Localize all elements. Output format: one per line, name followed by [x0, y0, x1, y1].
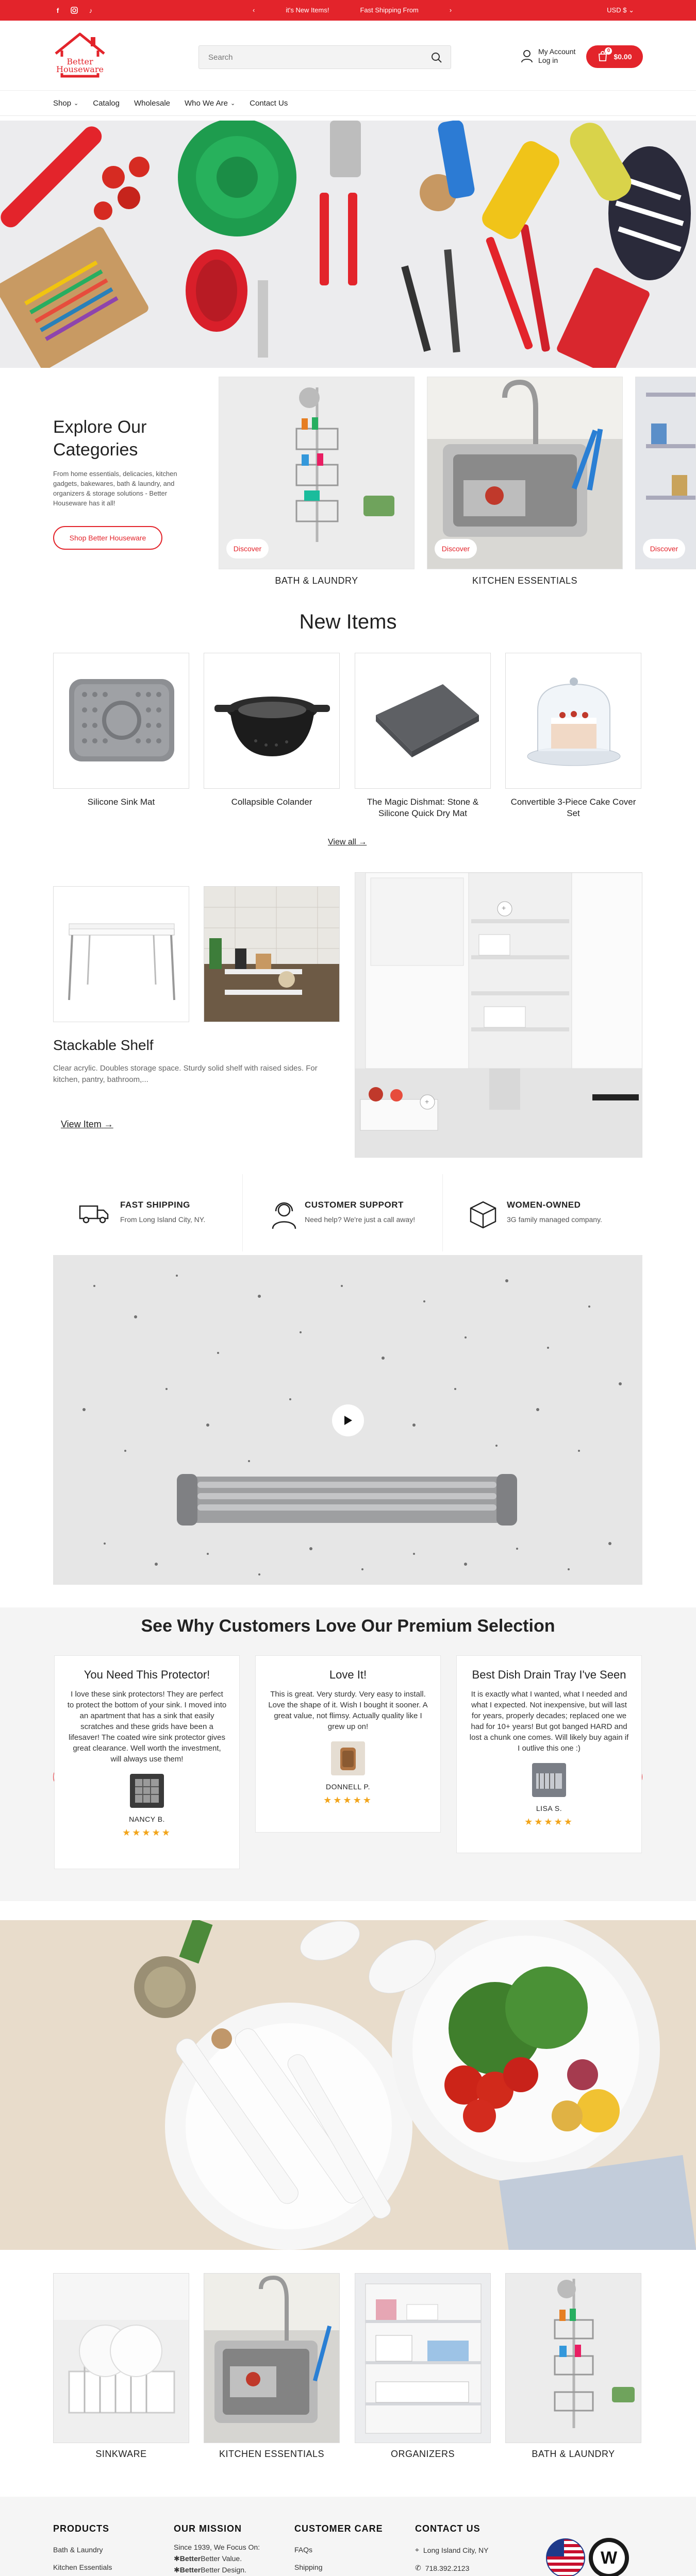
- featured-thumb-kitchen[interactable]: [204, 886, 340, 1022]
- product-image-cake-cover-set[interactable]: [505, 653, 641, 789]
- rating-stars: ★★★★★: [323, 1795, 373, 1805]
- testimonial-author: NANCY B.: [129, 1815, 165, 1823]
- box-icon: [469, 1200, 498, 1229]
- product-name-magic-dishmat[interactable]: The Magic Dishmat: Stone & Silicone Quick Dry Mat: [367, 797, 479, 818]
- chevron-down-icon: ⌄: [628, 6, 634, 14]
- testimonial-product-image: [130, 1774, 164, 1808]
- shop-better-houseware-button[interactable]: Shop Better Houseware: [53, 526, 162, 550]
- testimonial-author: DONNELL P.: [326, 1783, 370, 1791]
- women-owned-badge: [589, 2538, 629, 2576]
- footer-link[interactable]: Bath & Laundry: [53, 2546, 103, 2554]
- testimonial-heading: Love It!: [329, 1668, 367, 1681]
- chevron-down-icon: ⌄: [230, 100, 236, 107]
- feature-customer-support: CUSTOMER SUPPORT Need help? We're just a call away!: [243, 1174, 443, 1251]
- hotspot-plus-icon[interactable]: +: [502, 904, 506, 912]
- facebook-icon[interactable]: f: [56, 6, 59, 14]
- nav-wholesale[interactable]: Wholesale: [134, 99, 171, 108]
- play-icon: [343, 1415, 353, 1426]
- bottom-category-label[interactable]: BATH & LAUNDRY: [532, 2449, 615, 2459]
- category-label-bath-laundry[interactable]: BATH & LAUNDRY: [275, 575, 358, 586]
- product-name-silicone-sink-mat[interactable]: Silicone Sink Mat: [87, 797, 155, 807]
- tiktok-icon[interactable]: ♪: [89, 6, 93, 14]
- logo-text-better: Better: [67, 57, 93, 66]
- rating-stars: ★★★★★: [122, 1827, 172, 1838]
- account-link[interactable]: [521, 47, 575, 65]
- category-card-bath-laundry[interactable]: [219, 377, 415, 569]
- site-footer: [0, 2497, 696, 2576]
- testimonial-text: I love these sink protectors! They are perfect to protect the bottom of your sink. I moved into an apartment that has a sink that easily scratches and these grids have been a lifesaver! The coated wire sink protector gives great clearance. Well worth the investment, will always use them!: [67, 1690, 227, 1764]
- truck-icon: [79, 1203, 110, 1224]
- discover-button-kitchen-essentials[interactable]: Discover: [435, 539, 477, 558]
- testimonial-heading: You Need This Protector!: [84, 1668, 210, 1681]
- user-icon: [521, 49, 533, 63]
- footer-link[interactable]: Kitchen Essentials: [53, 2563, 112, 2571]
- new-items-title: New Items: [299, 611, 397, 633]
- arrow-right-icon: →: [104, 1119, 113, 1129]
- women-owned-badge-letter: W: [593, 2542, 625, 2574]
- hero-banner-image[interactable]: [0, 121, 696, 368]
- prev-message-icon[interactable]: ‹: [253, 6, 255, 14]
- testimonial-card: [255, 1655, 441, 1833]
- chevron-down-icon: ⌄: [74, 100, 79, 107]
- featured-thumb-shelf[interactable]: [53, 886, 189, 1022]
- features-row: [53, 1174, 642, 1251]
- testimonials-title: See Why Customers Love Our Premium Selection: [141, 1616, 555, 1636]
- category-card-partial[interactable]: [635, 377, 696, 569]
- lifestyle-banner-image: [0, 1920, 696, 2250]
- testimonial-text: It is exactly what I wanted, what I needed and what I expected. Not inexpensive, but will last for years, properly decades; replaced one we had for 10+ years! But got banged HARD and lost a chunk one comes. Will likely buy again if I outlive this one :): [469, 1690, 629, 1753]
- bottom-category-label[interactable]: ORGANIZERS: [390, 2449, 455, 2459]
- contact-phone[interactable]: 718.392.2123: [425, 2564, 470, 2572]
- testimonial-product-image: [532, 1763, 566, 1797]
- testimonial-card: [54, 1655, 240, 1869]
- testimonial-text: This is great. Very sturdy. Very easy to install. Love the shape of it. Wish I bought it sooner. A great value, not flimsy. Actually quality like I grew up on!: [268, 1690, 428, 1731]
- footer-products: PRODUCTS Bath & Laundry Kitchen Essentials: [53, 2523, 112, 2571]
- product-name-collapsible-colander[interactable]: Collapsible Colander: [231, 797, 312, 807]
- feature-women-owned: WOMEN-OWNED 3G family managed company.: [443, 1174, 642, 1251]
- location-pin-icon: ⌖: [415, 2546, 419, 2554]
- next-message-icon[interactable]: ›: [449, 6, 452, 14]
- bottom-category-sinkware[interactable]: [53, 2273, 189, 2443]
- product-video[interactable]: [53, 1255, 642, 1585]
- explore-categories-title: Explore Our Categories: [53, 417, 147, 460]
- announcement-message-2: Fast Shipping From: [360, 6, 419, 14]
- view-all-link[interactable]: View all →: [328, 838, 367, 846]
- site-logo[interactable]: [52, 30, 108, 81]
- contact-location: Long Island City, NY: [423, 2546, 489, 2554]
- nav-who-we-are[interactable]: Who We Are ⌄: [185, 99, 236, 108]
- bottom-category-bath-laundry[interactable]: [505, 2273, 641, 2443]
- discover-button-bath-laundry[interactable]: Discover: [226, 539, 269, 558]
- account-label: My Account: [538, 47, 576, 56]
- featured-lifestyle-image[interactable]: [355, 872, 642, 1158]
- currency-selector[interactable]: USD $ ⌄: [607, 6, 634, 14]
- arrow-right-icon: →: [358, 838, 367, 846]
- testimonial-card: [456, 1655, 642, 1853]
- nav-contact-us[interactable]: Contact Us: [250, 99, 288, 108]
- featured-product-text: Clear acrylic. Doubles storage space. Sturdy solid shelf with raised sides. For kitchen, pantry, bathroom,...: [53, 1064, 318, 1084]
- search-placeholder: Search: [208, 53, 233, 62]
- testimonial-heading: Best Dish Drain Tray I've Seen: [472, 1668, 626, 1681]
- cart-total: $0.00: [614, 53, 632, 61]
- cart-icon: [597, 50, 608, 63]
- announcement-message-1: it's New Items!: [286, 6, 329, 14]
- product-image-magic-dishmat[interactable]: [355, 653, 491, 789]
- rating-stars: ★★★★★: [524, 1817, 574, 1827]
- phone-icon: ✆: [415, 2564, 421, 2572]
- footer-mission: OUR MISSION Since 1939, We Focus On: ✱BetterBetter Value. ✱BetterBetter Design.: [174, 2523, 260, 2574]
- featured-product-title: Stackable Shelf: [53, 1037, 154, 1053]
- view-item-link[interactable]: View Item →: [61, 1119, 113, 1129]
- instagram-icon[interactable]: [70, 6, 78, 14]
- bottom-category-kitchen-essentials[interactable]: [204, 2273, 340, 2443]
- nav-catalog[interactable]: Catalog: [93, 99, 120, 108]
- search-icon[interactable]: [431, 52, 442, 63]
- discover-button-partial[interactable]: Discover: [643, 539, 685, 558]
- logo-text-houseware: Houseware: [56, 64, 104, 74]
- footer-link[interactable]: Shipping: [294, 2563, 323, 2571]
- footer-link[interactable]: FAQs: [294, 2546, 313, 2554]
- footer-customer-care: CUSTOMER CARE FAQs Shipping: [294, 2523, 383, 2571]
- cart-count-badge: 0: [605, 47, 612, 55]
- cart-button[interactable]: [586, 45, 643, 68]
- mission-intro: Since 1939, We Focus On:: [174, 2543, 260, 2551]
- mission-item: ✱BetterBetter Design.: [174, 2566, 246, 2574]
- site-header: [0, 21, 696, 90]
- bottom-category-label[interactable]: KITCHEN ESSENTIALS: [219, 2449, 325, 2459]
- search-input[interactable]: [198, 45, 451, 69]
- usa-flag-badge: [545, 2538, 586, 2576]
- product-image-collapsible-colander[interactable]: [204, 653, 340, 789]
- footer-contact: CONTACT US ⌖ Long Island City, NY ✆ 718.392.2123: [415, 2523, 489, 2572]
- feature-fast-shipping: FAST SHIPPING From Long Island City, NY.: [53, 1174, 243, 1251]
- nav-shop[interactable]: Shop ⌄: [53, 99, 79, 108]
- login-label: Log in: [538, 56, 558, 64]
- announcement-bar: [0, 0, 696, 21]
- social-links: [54, 6, 95, 14]
- testimonial-product-image: [331, 1741, 365, 1775]
- hotspot-plus-icon[interactable]: +: [425, 1097, 429, 1106]
- headset-icon: [269, 1199, 300, 1230]
- main-nav: [0, 90, 696, 116]
- product-image-silicone-sink-mat[interactable]: [53, 653, 189, 789]
- product-name-cake-cover-set[interactable]: Convertible 3-Piece Cake Cover Set: [510, 797, 636, 818]
- play-button[interactable]: [332, 1404, 364, 1436]
- mission-item: ✱BetterBetter Value.: [174, 2554, 242, 2563]
- bottom-category-organizers[interactable]: [355, 2273, 491, 2443]
- explore-categories-text: From home essentials, delicacies, kitchen gadgets, bakewares, bath & laundry, and organizers & storage solutions - Better Houseware has it all!: [53, 470, 177, 507]
- category-label-kitchen-essentials[interactable]: KITCHEN ESSENTIALS: [472, 575, 578, 586]
- category-card-kitchen-essentials[interactable]: [427, 377, 623, 569]
- bottom-category-label[interactable]: SINKWARE: [95, 2449, 147, 2459]
- testimonial-author: LISA S.: [536, 1804, 562, 1812]
